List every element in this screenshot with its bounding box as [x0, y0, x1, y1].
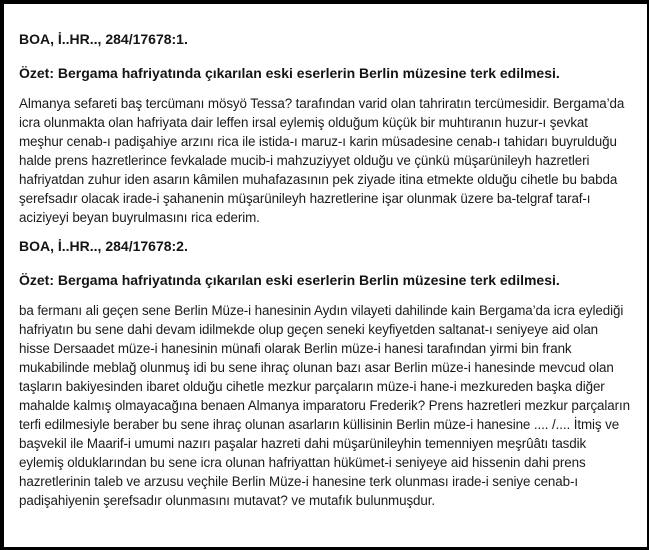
archive-record-2 — [19, 237, 631, 510]
summary-line-2: Özet: Bergama hafriyatında çıkarılan eski eserlerin Berlin müzesine terk edilmesi. — [19, 272, 560, 288]
archive-record-1 — [19, 30, 631, 227]
summary-line-1: Özet: Bergama hafriyatında çıkarılan eski eserlerin Berlin müzesine terk edilmesi. — [19, 65, 560, 81]
archive-reference-1: BOA, İ..HR.., 284/17678:1. — [19, 31, 188, 47]
body-paragraph-1: Almanya sefareti baş tercümanı mösyö Tessa? tarafından varid olan tahriratın tercümesidir. Bergama’da icra olunmakta olan hafriyata dair leffen irsal eylemiş olduğum küçük bir muhtıranın huzur-ı şevkat meşhur cenab-ı padişahiye arzını rica ile istida-ı maruz-ı karin müsadesine cenab-ı tahidarı buyrulduğu halde prens hazretlerince fevkalade mucib-i mahzuziyyet olduğu ve çünkü müşarünileyh hazretleri hafriyatdan zuhur iden asarın kâmilen muhafazasının pek ziyade itina etmekte olduğu cihetle bu babda şerefsadır olacak irade-i şahanenin müşarünileyh hazretlerine işar olunmak üzere ba-telgraf taraf-ı aciziyeyi beyan buyrulmasını rica ederim. — [19, 96, 625, 225]
body-paragraph-2: ba fermanı ali geçen sene Berlin Müze-i hanesinin Aydın vilayeti dahilinde kain Bergama’da icra eylediği hafriyatın bu sene dahi devam idilmekde olup geçen seneki keyfiyetden saltanat-ı seniyeye aid olan hisse Dersaadet müze-i hanesinin münafi olarak Berlin müze-i hanesi tarafından yirmi bin frank mukabilinde meblağ olunmuş idi bu sene ihraç olunan bazı asar Berlin müze-i hanesinde mevcud olan taşların bakiyesinden ibaret olduğu cihetle mezkur parçaların müze-i hane-i mezkureden başka diğer mahalde kalmış olmayacağına benaen Almanya imparatoru Frederik? Prens hazretleri mezkur parçaların terfi edilmesiyle beraber bu sene ihraç olunan asarların küllisinin Berlin müze-i hanesine .... /.... İtmiş ve başvekil ile Maarif-i umumi nazırı paşalar hazreti dahi müşarünileyhin temenniyen meşrûâtı tasdik eylemiş olduklarından bu sene icra olunan hafriyattan hükümet-i seniyeye aid hissenin dahi prens hazretlerinin taleb ve arzusu veçhile Berlin Müze-i hanesine terk olunması irade-i seniye cenab-ı padişahiyenin şerefsadır olunmasını mutavat? ve mutafık bulunmuşdur. — [19, 303, 630, 508]
archive-reference-2: BOA, İ..HR.., 284/17678:2. — [19, 238, 188, 254]
